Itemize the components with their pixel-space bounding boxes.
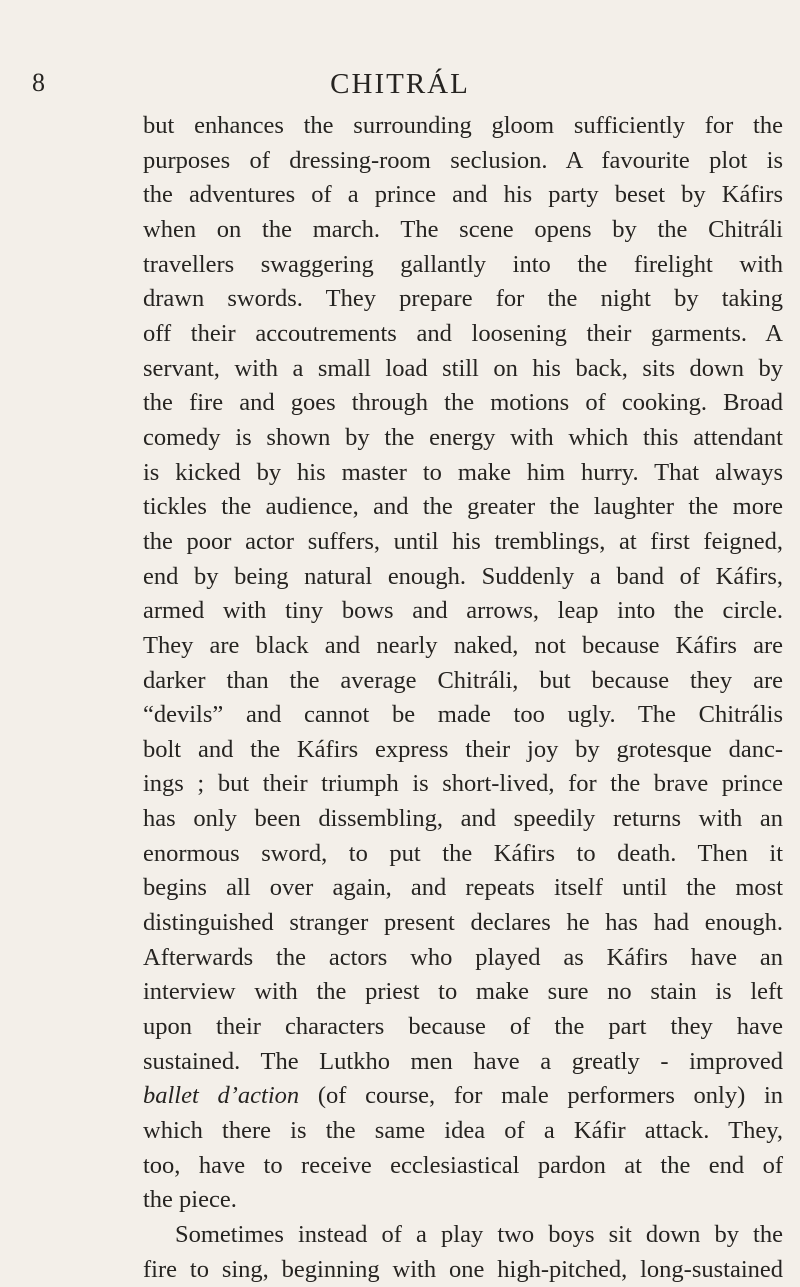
text-line: but enhances the surrounding gloom sufficiently for the xyxy=(143,112,783,139)
text-line: distinguished stranger present declares he has had enough. xyxy=(143,909,783,937)
text-line: purposes of dressing-room seclusion. A favourite plot is xyxy=(143,146,783,174)
text-line: has only been dissembling, and speedily returns with an xyxy=(143,805,783,833)
text-line: comedy is shown by the energy with which this attendant xyxy=(143,423,783,451)
text-line: is kicked by his master to make him hurry. That always xyxy=(143,458,783,486)
text-line: Afterwards the actors who played as Káfirs have an xyxy=(143,943,783,971)
page-number: 8 xyxy=(32,68,45,97)
text-line: the adventures of a prince and his party beset by Káfirs xyxy=(143,181,783,209)
text-line: They are black and nearly naked, not because Káfirs are xyxy=(143,631,783,659)
text-line: upon their characters because of the part they have xyxy=(143,1013,783,1041)
body-text xyxy=(143,109,783,1287)
text-line: enormous sword, to put the Káfirs to death. Then it xyxy=(143,839,783,867)
text-line: which there is the same idea of a Káfir attack. They, xyxy=(143,1117,783,1145)
text-line: darker than the average Chitráli, but because they are xyxy=(143,666,783,694)
text-line: travellers swaggering gallantly into the firelight with xyxy=(143,250,783,278)
text-line: tickles the audience, and the greater the laughter the more xyxy=(143,493,783,521)
text-line: end by being natural enough. Suddenly a band of Káfirs, xyxy=(143,562,783,590)
text-line: sustained. The Lutkho men have a greatly - improved xyxy=(143,1047,783,1075)
text-line: drawn swords. They prepare for the night by taking xyxy=(143,285,783,313)
text-line: bolt and the Káfirs express their joy by grotesque danc- xyxy=(143,735,783,763)
text-line: “devils” and cannot be made too ugly. The Chitrális xyxy=(143,701,783,729)
text-line: off their accoutrements and loosening their garments. A xyxy=(143,319,783,347)
text-line: the poor actor suffers, until his tremblings, at first feigned, xyxy=(143,527,783,555)
text-line: armed with tiny bows and arrows, leap into the circle. xyxy=(143,597,783,625)
text-line: interview with the priest to make sure no stain is left xyxy=(143,978,783,1006)
text-line: the fire and goes through the motions of cooking. Broad xyxy=(143,389,783,417)
text-line: Sometimes instead of a play two boys sit down by the xyxy=(175,1221,783,1248)
text-line: begins all over again, and repeats itself until the most xyxy=(143,874,783,902)
text-fragment: (of course, for male performers only) in xyxy=(299,1082,784,1110)
text-line: servant, with a small load still on his back, sits down by xyxy=(143,354,783,382)
text-line: fire to sing, beginning with one high-pitched, long-sustained xyxy=(143,1255,783,1283)
text-line: when on the march. The scene opens by the Chitráli xyxy=(143,215,783,243)
italic-phrase: ballet d’action xyxy=(143,1082,300,1110)
text-line: the piece. xyxy=(143,1186,237,1214)
running-head: CHITRÁL xyxy=(330,68,470,100)
text-line: too, have to receive ecclesiastical pardon at the end of xyxy=(143,1151,783,1179)
text-line: ings ; but their triumph is short-lived, for the brave prince xyxy=(143,770,783,798)
text-line-italic xyxy=(143,1079,783,1114)
